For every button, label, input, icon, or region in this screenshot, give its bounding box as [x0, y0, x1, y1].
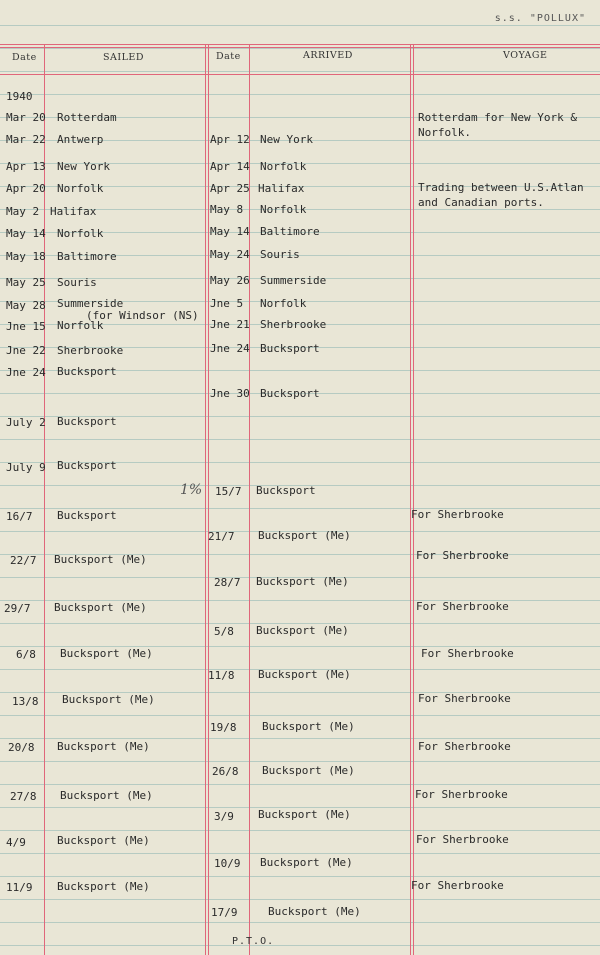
- arrived-port: Norfolk: [260, 203, 307, 216]
- sailed-date: 20/8: [8, 741, 35, 754]
- arrived-port: Souris: [260, 248, 300, 261]
- arrived-date: Apr 14: [210, 160, 250, 173]
- arrived-date: Jne 24: [210, 342, 250, 355]
- sailed-port: Bucksport: [57, 365, 117, 378]
- arrived-date: 19/8: [210, 721, 237, 734]
- sailed-port: Norfolk: [57, 227, 104, 240]
- voyage-note: Trading between U.S.Atlan and Canadian ports.: [418, 181, 584, 209]
- sailed-date: Apr 13: [6, 160, 46, 173]
- voyage-note: For Sherbrooke: [418, 692, 511, 705]
- sailed-date: July 2: [6, 416, 46, 429]
- sailed-date: 16/7: [6, 510, 33, 523]
- ship-name: s.s. "POLLUX": [494, 13, 586, 24]
- arrived-port: Norfolk: [260, 160, 307, 173]
- sailed-date: May 14: [6, 227, 46, 240]
- arrived-date: 17/9: [211, 906, 238, 919]
- arrived-date: May 26: [210, 274, 250, 287]
- arrived-date: Jne 30: [210, 387, 250, 400]
- arrived-port: Bucksport (Me): [256, 575, 349, 588]
- arrived-port: Bucksport: [260, 387, 320, 400]
- voyage-note: For Sherbrooke: [416, 833, 509, 846]
- header-arrived: ARRIVED: [303, 50, 353, 61]
- header-sailed-date: Date: [12, 52, 37, 63]
- arrived-port: Bucksport: [256, 484, 316, 497]
- sailed-date: Jne 15: [6, 320, 46, 333]
- sailed-port: Norfolk: [57, 319, 104, 332]
- sailed-port: Baltimore: [57, 250, 117, 263]
- arrived-port: Bucksport (Me): [258, 668, 351, 681]
- arrived-date: May 24: [210, 248, 250, 261]
- sailed-date: May 28: [6, 299, 46, 312]
- sailed-port: Bucksport (Me): [54, 553, 147, 566]
- arrived-port: Sherbrooke: [260, 318, 327, 331]
- voyage-note: For Sherbrooke: [411, 879, 504, 892]
- arrived-date: 21/7: [208, 530, 235, 543]
- arrived-port: Bucksport (Me): [256, 624, 349, 637]
- column-rule: [205, 44, 206, 955]
- column-rule: [208, 44, 209, 955]
- arrived-port: Baltimore: [260, 225, 320, 238]
- sailed-port: Rotterdam: [57, 111, 117, 124]
- sailed-port: Bucksport (Me): [57, 880, 150, 893]
- column-rule: [44, 44, 45, 955]
- column-rule: [410, 44, 411, 955]
- voyage-note: For Sherbrooke: [416, 549, 509, 562]
- sailed-note: (for Windsor (NS): [86, 309, 199, 322]
- arrived-date: 3/9: [214, 810, 234, 823]
- header-sailed: SAILED: [103, 52, 144, 63]
- arrived-port: Summerside: [260, 274, 327, 287]
- sailed-port: Bucksport (Me): [60, 789, 153, 802]
- arrived-date: 11/8: [208, 669, 235, 682]
- sailed-port: New York: [57, 160, 110, 173]
- sailed-port: Halifax: [50, 205, 97, 218]
- sailed-port: Summerside: [57, 297, 124, 310]
- column-rule: [413, 44, 414, 955]
- arrived-port: Bucksport (Me): [258, 529, 351, 542]
- arrived-port: Bucksport (Me): [260, 856, 353, 869]
- voyage-note: For Sherbrooke: [415, 788, 508, 801]
- sailed-port: Bucksport (Me): [62, 693, 155, 706]
- arrived-port: Bucksport (Me): [262, 720, 355, 733]
- sailed-port: Bucksport (Me): [54, 601, 147, 614]
- arrived-date: 5/8: [214, 625, 234, 638]
- sailed-port: Bucksport (Me): [57, 834, 150, 847]
- sailed-date: 4/9: [6, 836, 26, 849]
- arrived-date: 10/9: [214, 857, 241, 870]
- year: 1940: [6, 90, 33, 103]
- page-footer-pto: P.T.O.: [232, 936, 275, 947]
- sailed-date: May 18: [6, 250, 46, 263]
- header-top-rule: [0, 44, 600, 45]
- voyage-note: For Sherbrooke: [416, 600, 509, 613]
- arrived-port: Halifax: [258, 182, 305, 195]
- sailed-date: Mar 20: [6, 111, 46, 124]
- sailed-port: Souris: [57, 276, 97, 289]
- arrived-date: 26/8: [212, 765, 239, 778]
- voyage-note: Rotterdam for New York & Norfolk.: [418, 111, 577, 139]
- sailed-date: May 25: [6, 276, 46, 289]
- sailed-date: 11/9: [6, 881, 33, 894]
- voyage-note: For Sherbrooke: [421, 647, 514, 660]
- arrived-date: Jne 5: [210, 297, 244, 310]
- arrived-port: Bucksport (Me): [258, 808, 351, 821]
- arrived-port: Bucksport: [260, 342, 320, 355]
- header-bottom-rule: [0, 74, 600, 75]
- header-top-rule-2: [0, 47, 600, 48]
- sailed-date: 22/7: [10, 554, 37, 567]
- sailed-port: Antwerp: [57, 133, 104, 146]
- sailed-port: Bucksport: [57, 415, 117, 428]
- sailed-port: Norfolk: [57, 182, 104, 195]
- sailed-date: 6/8: [16, 648, 36, 661]
- sailed-port: Sherbrooke: [57, 344, 124, 357]
- voyage-note: For Sherbrooke: [411, 508, 504, 521]
- sailed-port: Bucksport: [57, 459, 117, 472]
- column-rule: [249, 44, 250, 955]
- sailed-date: 13/8: [12, 695, 39, 708]
- sailed-date: 29/7: [4, 602, 31, 615]
- header-voyage: VOYAGE: [503, 50, 548, 61]
- arrived-port: Bucksport (Me): [262, 764, 355, 777]
- arrived-date: May 14: [210, 225, 250, 238]
- voyage-note: For Sherbrooke: [418, 740, 511, 753]
- sailed-date: Mar 22: [6, 133, 46, 146]
- arrived-date: May 8: [210, 203, 244, 216]
- arrived-port: New York: [260, 133, 313, 146]
- arrived-date: 15/7: [215, 485, 242, 498]
- arrived-date: Apr 25: [210, 182, 250, 195]
- sailed-date: Jne 22: [6, 344, 46, 357]
- arrived-port: Norfolk: [260, 297, 307, 310]
- sailed-date: May 2: [6, 205, 40, 218]
- sailed-date: 27/8: [10, 790, 37, 803]
- arrived-date: Jne 21: [210, 318, 250, 331]
- arrived-date: Apr 12: [210, 133, 250, 146]
- arrived-port: Bucksport (Me): [268, 905, 361, 918]
- sailed-port: Bucksport: [57, 509, 117, 522]
- sailed-date: Apr 20: [6, 182, 46, 195]
- sailed-port: Bucksport (Me): [60, 647, 153, 660]
- sailed-date: Jne 24: [6, 366, 46, 379]
- header-arrived-date: Date: [216, 51, 241, 62]
- arrived-date: 28/7: [214, 576, 241, 589]
- sailed-date: July 9: [6, 461, 46, 474]
- sailed-port: Bucksport (Me): [57, 740, 150, 753]
- handwritten-mark: 1%: [180, 482, 203, 498]
